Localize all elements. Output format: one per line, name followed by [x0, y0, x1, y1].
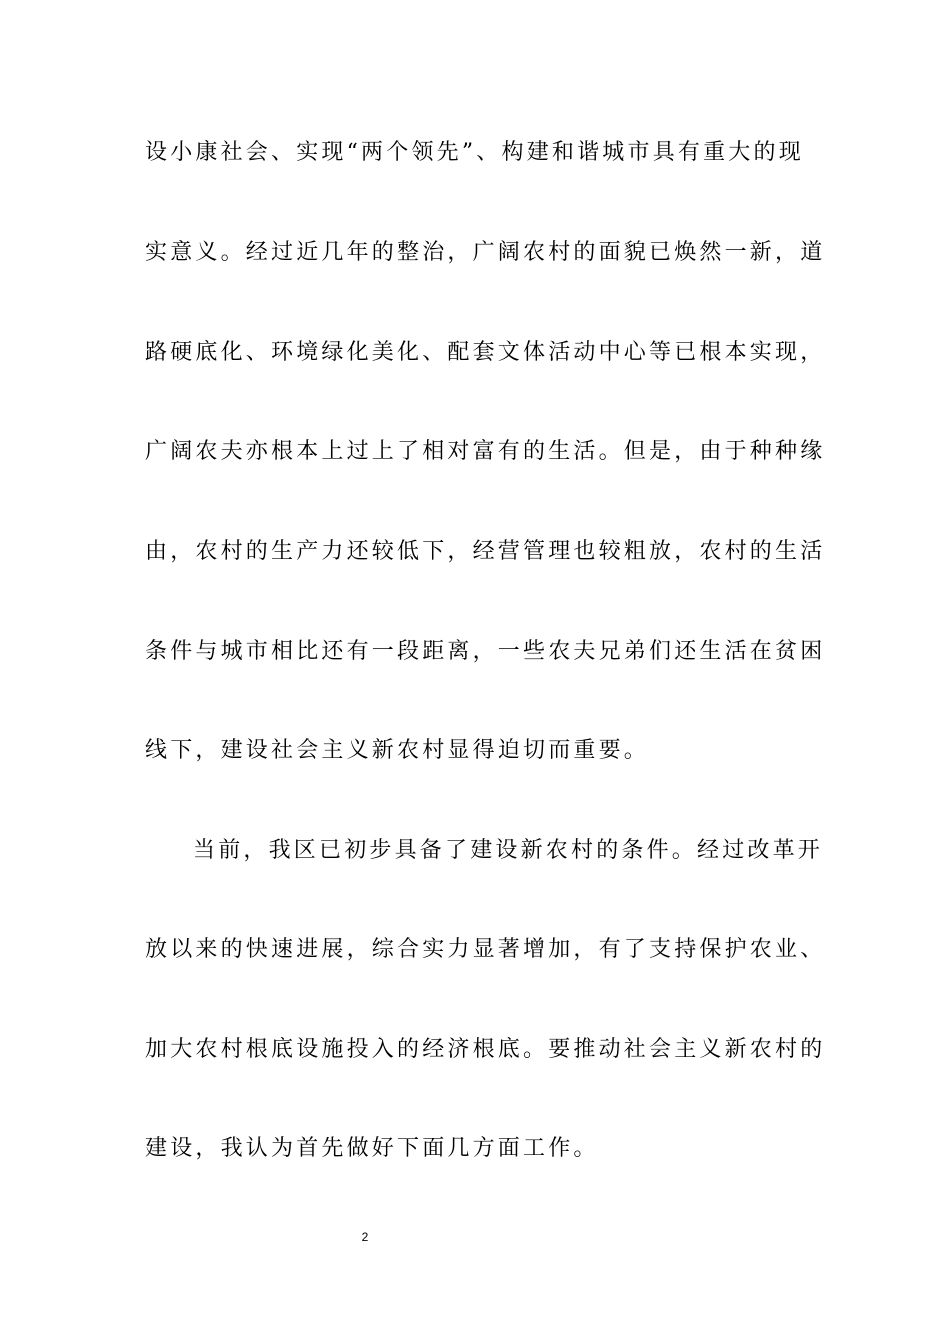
page-number: 2: [361, 1230, 369, 1244]
text-line-4: 广阔农夫亦根本上过上了相对富有的生活。但是，由于种种缘: [145, 439, 826, 464]
text-line-5: 由，农村的生产力还较低下，经营管理也较粗放，农村的生活: [145, 539, 826, 564]
text-line-1: 设小康社会、实现“两个领先”、构建和谐城市具有重大的现: [145, 140, 804, 165]
text-line-7: 线下，建设社会主义新农村显得迫切而重要。: [145, 738, 650, 763]
text-line-9: 放以来的快速进展，综合实力显著增加，有了支持保护农业、: [145, 937, 826, 962]
text-line-10: 加大农村根底设施投入的经济根底。要推动社会主义新农村的: [145, 1037, 826, 1062]
text-line-2: 实意义。经过近几年的整治，广阔农村的面貌已焕然一新，道: [145, 240, 826, 265]
text-line-3: 路硬底化、环境绿化美化、配套文体活动中心等已根本实现，: [145, 340, 826, 365]
text-line-6: 条件与城市相比还有一段距离，一些农夫兄弟们还生活在贫困: [145, 639, 826, 664]
text-line-8: 当前，我区已初步具备了建设新农村的条件。经过改革开: [193, 838, 824, 863]
text-line-11: 建设，我认为首先做好下面几方面工作。: [145, 1136, 599, 1161]
